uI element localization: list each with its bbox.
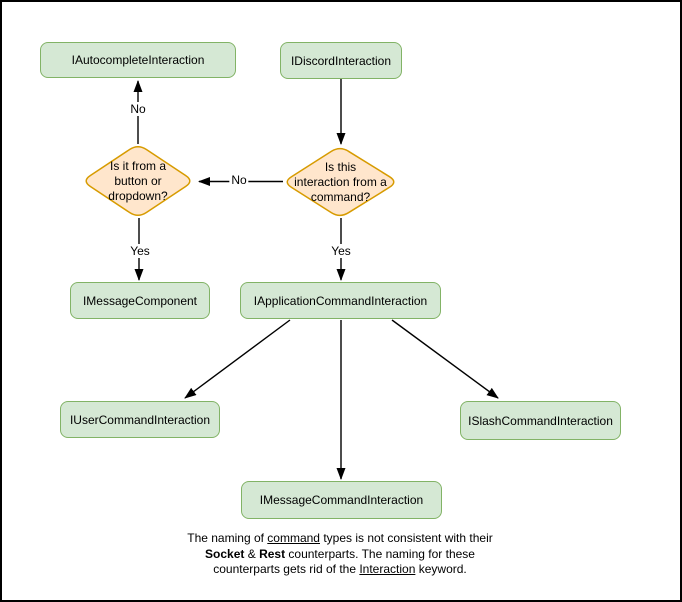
note-text: types is not consistent with their — [319, 531, 493, 545]
node-message-component: IMessageComponent — [70, 282, 210, 319]
note-line-3 — [110, 562, 570, 578]
note-text-underlined: command — [267, 531, 320, 545]
note-text: The naming of — [187, 531, 268, 545]
edge-label-no-up: No — [130, 102, 146, 116]
node-message-command-interaction: IMessageCommandInteraction — [241, 481, 442, 519]
edge-label-no-left: No — [231, 173, 247, 187]
decision-line: dropdown? — [108, 188, 168, 203]
note-text: counterparts gets rid of the — [213, 562, 360, 576]
edge-label-yes-right: Yes — [331, 244, 351, 258]
decision-from-command-label — [285, 159, 396, 205]
edge-to-slash-command — [392, 320, 498, 398]
note-text-bold: Rest — [259, 546, 286, 561]
node-discord-interaction: IDiscordInteraction — [280, 42, 402, 79]
decision-line: interaction from a — [294, 174, 387, 189]
decision-button-dropdown-label — [83, 158, 193, 204]
decision-line: button or — [114, 173, 162, 188]
decision-line: Is it from a — [109, 158, 166, 173]
note-text-bold: Socket — [205, 546, 245, 561]
note-text: counterparts. The naming for these — [285, 546, 475, 561]
node-user-command-interaction: IUserCommandInteraction — [60, 401, 220, 438]
note-text: keyword. — [415, 562, 467, 576]
edge-to-user-command — [185, 320, 290, 398]
decision-line: Is this — [324, 159, 357, 174]
node-slash-command-interaction: ISlashCommandInteraction — [460, 401, 621, 440]
decision-line: command? — [310, 189, 371, 204]
note-text-underlined: Interaction — [359, 562, 416, 576]
edge-label-yes-left: Yes — [130, 244, 150, 258]
note-line-1 — [110, 531, 570, 547]
node-autocomplete-interaction: IAutocompleteInteraction — [40, 42, 236, 78]
note-text: & — [244, 546, 260, 561]
node-application-command-interaction: IApplicationCommandInteraction — [240, 282, 441, 319]
naming-note — [110, 531, 570, 578]
note-line-2 — [110, 547, 570, 563]
